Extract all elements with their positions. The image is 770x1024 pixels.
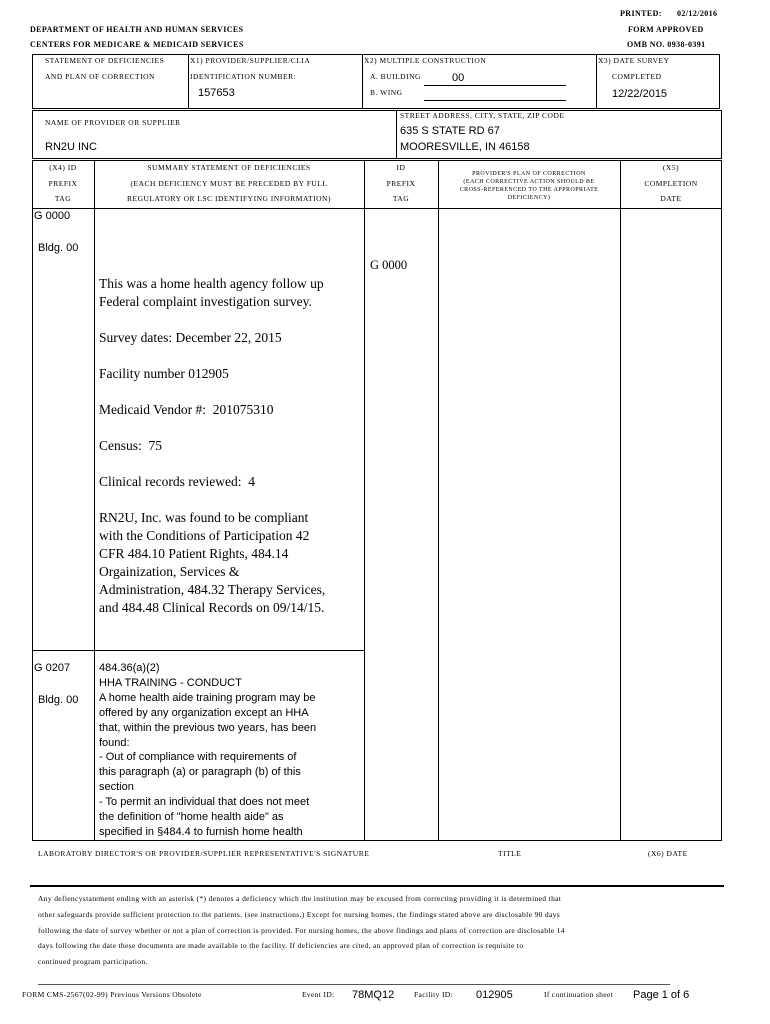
printed-label: PRINTED:	[620, 9, 662, 18]
disclaimer-text	[38, 891, 565, 970]
street-address: 635 S STATE RD 67	[400, 124, 500, 137]
column-header-line: REGULATORY OR LSC IDENTIFYING INFORMATION)	[127, 194, 331, 203]
column-header-line: (EACH DEFICIENCY MUST BE PRECEDED BY FULL	[130, 178, 328, 188]
omb-number: OMB NO. 0938-0391	[627, 40, 706, 49]
city-state-zip: MOORESVILLE, IN 46158	[400, 140, 530, 153]
column-header-line: PREFIX	[386, 178, 416, 188]
statement-label: AND PLAN OF CORRECTION	[45, 71, 155, 81]
summary-line: and 484.48 Clinical Records on 09/14/15.	[99, 600, 325, 615]
summary-paragraph	[99, 473, 325, 491]
signature-label: LABORATORY DIRECTOR'S OR PROVIDER/SUPPLIER REPRESENTATIVE'S SIGNATURE	[38, 848, 370, 858]
footer-rule	[38, 984, 670, 985]
column-divider	[438, 160, 439, 841]
column-header-line: COMPLETION	[644, 178, 698, 188]
summary-paragraph	[99, 437, 325, 455]
column-header-line: DEFICIENCY)	[507, 195, 551, 201]
deficiency-line: this paragraph (a) or paragraph (b) of this	[99, 766, 301, 779]
column-header-summary-statement	[94, 160, 364, 207]
provider-name-label: NAME OF PROVIDER OR SUPPLIER	[45, 117, 181, 127]
survey-date-value: 12/22/2015	[612, 87, 668, 100]
column-divider	[94, 160, 95, 841]
facility-id-label: Facility ID:	[414, 989, 453, 999]
column-header-line: ID	[396, 163, 406, 172]
box-divider	[396, 110, 397, 159]
summary-line: Medicaid Vendor #: 201075310	[99, 402, 274, 417]
wing-underline	[424, 100, 566, 101]
summary-line: Survey dates: December 22, 2015	[99, 330, 282, 345]
form-approved-label: FORM APPROVED	[628, 25, 704, 34]
wing-label: B. WING	[370, 87, 403, 97]
column-header-plan-of-correction	[438, 170, 620, 202]
column-header-line: (X4) ID	[49, 163, 77, 172]
column-header-x4-prefix-tag	[32, 160, 94, 207]
event-id-label: Event ID:	[302, 989, 335, 999]
deficiency-line: A home health aide training program may be	[99, 691, 316, 704]
column-header-line: (X5)	[662, 163, 680, 172]
provider-id-label: IDENTIFICATION NUMBER:	[190, 71, 297, 81]
disclaimer-line: continued program participation.	[38, 957, 148, 966]
summary-statement-text	[99, 275, 325, 635]
construction-label: X2) MULTIPLE CONSTRUCTION	[364, 55, 487, 65]
summary-line: Facility number 012905	[99, 366, 229, 381]
summary-line: Orgainization, Services &	[99, 564, 240, 579]
column-divider	[364, 160, 365, 841]
deficiency-line: section	[99, 781, 134, 794]
signature-date-label: (X6) DATE	[648, 848, 688, 858]
deficiency-line: offered by any organization except an HHA	[99, 706, 309, 719]
summary-line: Federal complaint investigation survey.	[99, 294, 312, 309]
building-value: 00	[452, 71, 465, 84]
deficiency-line: that, within the previous two years, has been	[99, 721, 317, 734]
department-name: DEPARTMENT OF HEALTH AND HUMAN SERVICES	[30, 25, 244, 34]
disclaimer-line: days following the date these documents are made available to the facility. If deficiencies are cited, an approved plan of correction is requisite to	[38, 941, 524, 951]
column-header-line: DATE	[660, 194, 682, 203]
summary-line: CFR 484.10 Patient Rights, 484.14	[99, 546, 289, 561]
box-divider	[596, 54, 597, 109]
deficiency-line: - Out of compliance with requirements of	[99, 751, 297, 764]
summary-paragraph	[99, 401, 325, 419]
disclaimer-line: following the date of survey whether or not a plan of correction is provided. For nursing homes, the above findings and plans of correction are disclosable 14	[38, 925, 565, 935]
statement-label: STATEMENT OF DEFICIENCIES	[45, 55, 165, 65]
survey-date-label: COMPLETED	[612, 71, 662, 81]
continuation-label: If continuation sheet	[544, 989, 613, 999]
building-underline	[424, 85, 566, 86]
disclaimer-line: other safeguards provide sufficient protection to the patients. (see instructions.) Except for nursing homes, the findings stated above are disclosable 90 days	[38, 909, 561, 919]
summary-line: RN2U, Inc. was found to be compliant	[99, 510, 309, 525]
agency-name: CENTERS FOR MEDICARE & MEDICAID SERVICES	[30, 40, 244, 49]
deficiency-line: found:	[99, 736, 130, 749]
deficiency-line: HHA TRAINING - CONDUCT	[99, 676, 242, 689]
summary-line: Census: 75	[99, 438, 163, 453]
column-header-line: TAG	[54, 194, 72, 203]
column-header-line: PROVIDER'S PLAN OF CORRECTION	[472, 171, 586, 177]
column-header-x5-completion-date	[620, 160, 722, 207]
deficiency-line: the definition of "home health aide" as	[99, 811, 284, 824]
column-header-line: SUMMARY STATEMENT OF DEFICIENCIES	[147, 163, 311, 172]
summary-line: with the Conditions of Participation 42	[99, 528, 310, 543]
column-header-line: TAG	[392, 194, 410, 203]
building-label: A. BUILDING	[370, 71, 421, 81]
summary-paragraph	[99, 365, 325, 383]
building-tag: Bldg. 00	[38, 693, 79, 706]
table-header-divider	[32, 208, 722, 209]
column-divider	[620, 160, 621, 841]
box-divider	[362, 54, 363, 109]
summary-line: This was a home health agency follow up	[99, 276, 324, 291]
deficiency-tag: G 0000	[34, 209, 71, 222]
summary-paragraph	[99, 509, 325, 617]
form-number: FORM CMS-2567(02-99) Previous Versions Obsolete	[22, 989, 202, 999]
printed-date: 02/12/2016	[677, 9, 718, 18]
provider-id-value: 157653	[198, 86, 235, 99]
deficiency-text-g0207	[99, 661, 316, 840]
summary-paragraph	[99, 275, 325, 311]
column-header-line: (EACH CORRECTIVE ACTION SHOULD BE	[463, 179, 595, 185]
column-header-line: CROSS-REFERENCED TO THE APPROPRIATE	[459, 187, 599, 193]
title-label: TITLE	[498, 848, 522, 858]
event-id-value: 78MQ12	[352, 988, 395, 1001]
deficiency-line: specified in §484.4 to furnish home health	[99, 825, 303, 838]
summary-paragraph	[99, 329, 325, 347]
provider-name-value: RN2U INC	[45, 140, 97, 153]
summary-line: Administration, 484.32 Therapy Services,	[99, 582, 326, 597]
deficiency-tag: G 0207	[34, 661, 71, 674]
deficiency-line: - To permit an individual that does not meet	[99, 796, 310, 809]
plan-deficiency-tag: G 0000	[370, 257, 408, 272]
deficiency-separator	[32, 650, 364, 651]
provider-id-label: X1) PROVIDER/SUPPLIER/CLIA	[190, 55, 311, 65]
signature-rule	[30, 885, 724, 887]
building-tag: Bldg. 00	[38, 241, 79, 254]
box-divider	[188, 54, 189, 109]
summary-line: Clinical records reviewed: 4	[99, 474, 255, 489]
facility-id-value: 012905	[476, 988, 513, 1001]
column-header-id-prefix-tag	[364, 160, 438, 207]
survey-date-label: X3) DATE SURVEY	[598, 55, 670, 65]
disclaimer-line: Any defiencystatement ending with an asterisk (*) denotes a deficiency which the institution may be excused from correcting providing it is determined that	[38, 894, 562, 903]
page-number: Page 1 of 6	[633, 988, 690, 1001]
column-header-line: PREFIX	[48, 178, 78, 188]
address-label: STREET ADDRESS, CITY, STATE, ZIP CODE	[400, 110, 565, 120]
deficiency-line: 484.36(a)(2)	[99, 662, 160, 674]
